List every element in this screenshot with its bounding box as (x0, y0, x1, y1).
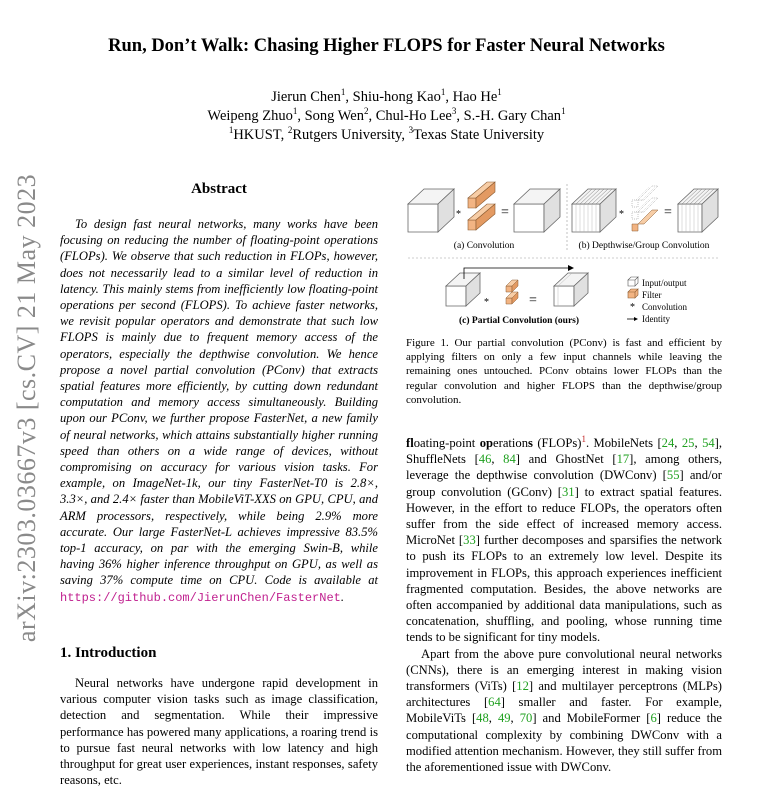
legend-filter: Filter (642, 290, 662, 300)
label-depthwise: (b) Depthwise/Group Convolution (578, 241, 710, 251)
pconv-filters (506, 280, 518, 304)
equals-icon: = (664, 205, 672, 220)
author: Shiu-hong Kao (352, 89, 441, 105)
author: Hao He (452, 89, 498, 105)
conv-operator-icon: * (456, 209, 461, 220)
citation[interactable]: 70 (519, 711, 533, 726)
equals-icon: = (529, 293, 537, 308)
conv-input-block (408, 189, 454, 232)
paper-title: Run, Don’t Walk: Chasing Higher FLOPS for Faster Neural Networks (108, 36, 665, 56)
abstract-heading: Abstract (191, 181, 247, 197)
right-column-body: floating-point operations (FLOPs)$^1$. MobileNets [24, 25, 54], ShuffleNets [46, 84] and GhostNet [17], among others, leverage the depthwise convolution (DWConv) [55] and/or group convolution (GConv) [31] to extract spatial features. However, in the effort to reduce FLOPs, the operators often suffer from the side effect of increased memory access. MicroNet [33] further decomposes and sparsifies the network to push its FLOPs to an extremely low level. Despite its improvement in FLOPs, this approach experiences inefficient fragmented computation. Besides, the above networks are often accompanied by additional data manipulations, such as concatenation, shuffling, and pooling, whose running time tends to be significant for tiny models. Apart from the above pure convolutional neural networks (CNNs), there is an emerging interest in making vision transformers (ViTs) [12] and multilayer perceptrons (MLPs) architectures [64] smaller and faster. For example, MobileViTs [48, 49, 70] and MobileFormer [6] reduce the computational complexity by combining DWConv with a modified attention mechanism. However, they still suffer from the aforementioned issue with DWConv. (406, 433, 723, 775)
affiliation-line: $^1$HKUST, $^2$Rutgers University, $^3$Texas State University (228, 125, 545, 143)
citation[interactable]: 6 (650, 711, 657, 726)
citation[interactable]: 49 (497, 711, 511, 726)
footnote-mark[interactable]: 1 (581, 433, 586, 444)
figure-1 (406, 180, 722, 330)
legend-convolution: Convolution (642, 302, 688, 312)
label-partial-convolution: (c) Partial Convolution (ours) (458, 316, 580, 326)
dw-operator-icon: * (619, 209, 624, 220)
introduction-body: Neural networks have undergone rapid development in various computer vision tasks such as image classification, detection and segmentation. While their impressive performance has powered many applications, a roaring trend is to pursue fast neural networks with low latency and high throughput for great user experiences, instant responses, safety reasons, etc. (60, 676, 378, 788)
author-line-2: Weipeng Zhuo$^1$, Song Wen$^2$, Chul-Ho Lee$^3$, S.-H. Gary Chan$^1$ (207, 106, 566, 124)
legend-convolution-icon: * (630, 302, 635, 313)
author: Weipeng Zhuo (207, 108, 293, 124)
author: Jierun Chen (271, 89, 341, 105)
code-link[interactable]: https://github.com/JierunChen/FasterNet (60, 590, 341, 605)
author: Chul-Ho Lee (375, 108, 452, 124)
abstract-body: To design fast neural networks, many works have been focusing on reducing the number of floating-point operations (FLOPs). We observe that such reduction in FLOPs, however, does not necessarily lead to a similar level of reduction in latency. This mainly stems from inefficiently low floating-point operations per second (FLOPS). To achieve faster networks, we revisit popular operators and demonstrate that such low FLOPS is mainly due to frequent memory access of the operators, especially the depthwise convolution. We hence propose a novel partial convolution (PConv) that extracts spatial features more efficiently, by cutting down redundant computation and memory access simultaneously. Building upon our PConv, we further propose FasterNet, a new family of neural networks, which attains substantially higher running speed than others on a wide range of devices, without compromising on accuracy for various vision tasks. For example, on ImageNet-1k, our tiny FasterNet-T0 is 2.8×, 3.3×, and 2.4× faster than MobileViT-XXS on GPU, CPU, and ARM processors, respectively, while being 2.9% more accurate. Our large FasterNet-L achieves impressive 83.5% top-1 accuracy, on par with the emerging Swin-B, while having 36% higher inference throughput on GPU, as well as saving 37% compute time on CPU. Code is available at https://github.com/JierunChen/FasterNet. (60, 217, 378, 605)
citation[interactable]: 55 (666, 468, 680, 483)
citation[interactable]: 24 (661, 436, 675, 450)
author-line-1: Jierun Chen$^1$, Shiu-hong Kao$^1$, Hao He$^1$ (271, 87, 502, 105)
equals-icon: = (501, 205, 509, 220)
author: S.-H. Gary Chan (463, 108, 562, 124)
dw-input-block (572, 189, 616, 232)
affiliation: Rutgers University (292, 127, 402, 143)
legend-input-icon (628, 277, 638, 286)
legend-filter-icon (628, 289, 638, 298)
conv-filters (468, 182, 495, 230)
author-block (0, 88, 773, 145)
figure-caption: Figure 1. Our partial convolution (PConv) is fast and efficient by applying filters on only a few input channels while leaving the remaining ones untouched. PConv obtains lower FLOPs than the regular convolution and higher FLOPS than the depthwise/group convolution. (406, 337, 722, 406)
section-heading-introduction: 1. Introduction (60, 645, 157, 661)
figure-legend (627, 277, 688, 324)
label-convolution: (a) Convolution (453, 241, 515, 251)
legend-input-output: Input/output (642, 278, 687, 288)
pconv-operator-icon: * (484, 297, 489, 308)
citation[interactable]: 48 (476, 711, 489, 726)
citation[interactable]: 33 (463, 533, 476, 548)
pconv-input-block (446, 273, 480, 306)
author: Song Wen (304, 108, 364, 124)
citation[interactable]: 84 (503, 452, 516, 467)
dw-output-block (678, 189, 718, 232)
affiliation: HKUST (233, 127, 281, 143)
affiliation: Texas State University (413, 127, 545, 143)
pconv-output-block (554, 273, 588, 306)
conv-output-block (514, 189, 560, 232)
legend-identity: Identity (642, 314, 670, 324)
citation[interactable]: 64 (488, 695, 501, 710)
arxiv-stamp: arXiv:2303.03667v3 [cs.CV] 21 May 2023 (12, 173, 41, 642)
citation[interactable]: 46 (478, 452, 492, 467)
citation[interactable]: 25 (681, 436, 695, 450)
citation[interactable]: 17 (616, 452, 630, 467)
dw-filters (632, 186, 658, 231)
citation[interactable]: 12 (516, 679, 529, 694)
citation[interactable]: 54 (702, 436, 715, 450)
citation[interactable]: 31 (561, 484, 575, 499)
